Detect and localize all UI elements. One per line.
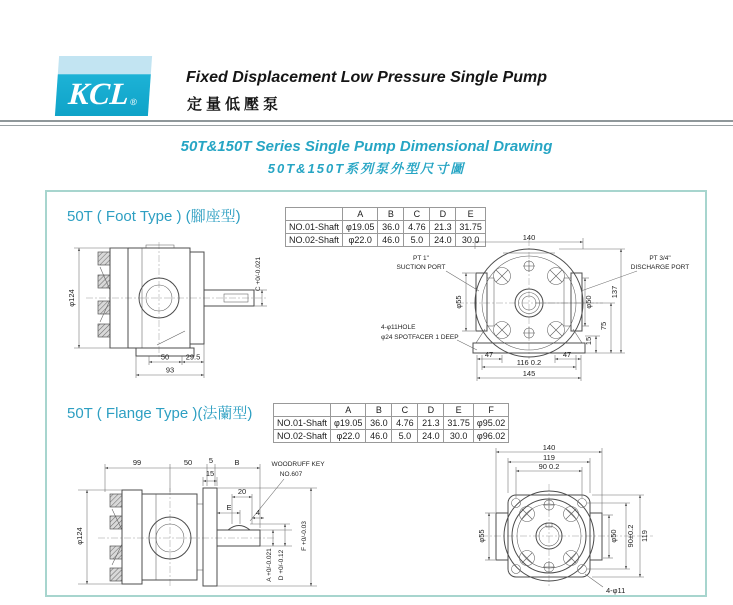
dim-116: 116 0.2	[516, 358, 542, 367]
dim-shaft-tolerance-c: C +0/-0.021	[255, 256, 262, 292]
cell: 24.0	[418, 430, 444, 443]
suction-port-label: SUCTION PORT	[396, 264, 446, 271]
dim-140: 140	[542, 443, 556, 452]
woodruff-key-label: WOODRUFF KEY	[271, 461, 325, 468]
cell: 5.0	[404, 234, 430, 247]
cell: 31.75	[456, 221, 486, 234]
row-label: NO.01-Shaft	[286, 221, 343, 234]
cell: 21.3	[430, 221, 456, 234]
dim-dia50: φ50	[584, 295, 593, 309]
dim-90-tol: 90±0.2	[626, 524, 635, 548]
cell: φ19.05	[343, 221, 378, 234]
dim-75: 75	[599, 321, 608, 331]
cell: 46.0	[378, 234, 404, 247]
cell: 36.0	[378, 221, 404, 234]
dim-4: 4	[255, 508, 261, 517]
cell: φ95.02	[473, 417, 508, 430]
foot-type-title: 50T ( Foot Type ) (腳座型)	[67, 208, 241, 225]
dim-140: 140	[522, 233, 536, 242]
registered-mark-icon: ®	[129, 97, 138, 107]
cell: 30.0	[456, 234, 486, 247]
cell: φ19.05	[331, 417, 366, 430]
dim-dia50: φ50	[609, 529, 618, 543]
centerlines	[98, 488, 274, 588]
page-title-en: Fixed Displacement Low Pressure Single Pump	[186, 69, 547, 86]
dim-dia124: φ124	[75, 527, 84, 545]
flange-side-view-drawing	[60, 448, 345, 597]
flange-dimension-table	[273, 403, 509, 443]
dim-shaft-tolerance-a: A +0/-0.021	[266, 548, 273, 582]
dim-119-right: 119	[640, 530, 649, 542]
row-label: NO.01-Shaft	[274, 417, 331, 430]
dim-20: 20	[237, 487, 247, 496]
dim-15: 15	[584, 336, 593, 346]
dim-47-left: 47	[484, 350, 494, 359]
cell: φ96.02	[473, 430, 508, 443]
dim-key-tolerance-d: D +0/-0.12	[278, 549, 285, 581]
cell: 4.76	[404, 221, 430, 234]
col-header-f: F	[473, 404, 508, 417]
dim-47-right: 47	[562, 350, 572, 359]
cell: 21.3	[418, 417, 444, 430]
dim-50: 50	[160, 352, 170, 362]
foot-side-view-drawing	[62, 238, 287, 390]
cell: 24.0	[430, 234, 456, 247]
dim-dia55: φ55	[454, 295, 463, 309]
logo-text: KCL	[67, 76, 131, 111]
col-header-c: C	[404, 208, 430, 221]
col-header-b: B	[378, 208, 404, 221]
dim-b: B	[234, 458, 240, 467]
cell: 30.0	[444, 430, 474, 443]
col-header-a: A	[331, 404, 366, 417]
dim-119-top: 119	[543, 453, 555, 462]
page-title-zh: 定量低壓泵	[187, 96, 283, 113]
cell: φ22.0	[343, 234, 378, 247]
col-header-e: E	[444, 404, 474, 417]
table-header-row	[274, 404, 509, 417]
dim-15: 15	[205, 469, 215, 478]
table-header-row	[286, 208, 486, 221]
table-corner-cell	[286, 208, 343, 221]
dim-dia124: φ124	[67, 289, 76, 307]
pump-body-outline	[110, 488, 260, 586]
drawing-panel	[45, 190, 707, 597]
dim-dia55: φ55	[477, 529, 486, 543]
dim-90: 90 0.2	[538, 462, 560, 471]
mount-hole-label: 4-φ11	[606, 586, 626, 595]
col-header-d: D	[430, 208, 456, 221]
flange-type-title: 50T ( Flange Type )(法蘭型)	[67, 405, 253, 422]
series-title-zh: 50T&150T系列泵外型尺寸圖	[267, 161, 466, 176]
table-row	[274, 417, 509, 430]
table-corner-cell	[274, 404, 331, 417]
dim-50: 50	[183, 458, 193, 467]
col-header-e: E	[456, 208, 486, 221]
col-header-a: A	[343, 208, 378, 221]
series-title-en: 50T&150T Series Single Pump Dimensional Drawing	[180, 138, 553, 155]
discharge-port-label: PT 3/4"	[649, 255, 671, 262]
col-header-c: C	[392, 404, 418, 417]
flange-front-view-drawing	[429, 438, 707, 597]
cell: φ22.0	[331, 430, 366, 443]
cell: 46.0	[366, 430, 392, 443]
dim-93: 93	[165, 365, 175, 375]
dim-5: 5	[208, 456, 214, 465]
pump-body-outline	[98, 245, 254, 356]
row-label: NO.02-Shaft	[286, 234, 343, 247]
foot-front-view-drawing	[369, 229, 704, 393]
dim-flange-tolerance-f: F +0/-0.03	[301, 521, 308, 551]
woodruff-key-label: NO.607	[279, 471, 303, 478]
dim-29-5: 29.5	[185, 352, 201, 362]
dim-99: 99	[132, 458, 142, 467]
discharge-port-label: DISCHARGE PORT	[630, 264, 690, 271]
kcl-logo	[55, 56, 152, 116]
cell: 4.76	[392, 417, 418, 430]
mount-hole-label: 4-φ11HOLE	[381, 324, 416, 331]
mount-hole-label: φ24 SPOTFACER 1 DEEP	[381, 334, 459, 341]
cell: 31.75	[444, 417, 474, 430]
cell: 5.0	[392, 430, 418, 443]
header-divider	[0, 120, 733, 126]
centerlines	[86, 242, 268, 358]
dim-e: E	[226, 503, 232, 512]
cell: 36.0	[366, 417, 392, 430]
col-header-b: B	[366, 404, 392, 417]
dim-145: 145	[522, 369, 536, 378]
col-header-d: D	[418, 404, 444, 417]
dim-137: 137	[610, 285, 619, 299]
centerlines	[457, 239, 603, 359]
row-label: NO.02-Shaft	[274, 430, 331, 443]
suction-port-label: PT 1"	[413, 255, 429, 262]
